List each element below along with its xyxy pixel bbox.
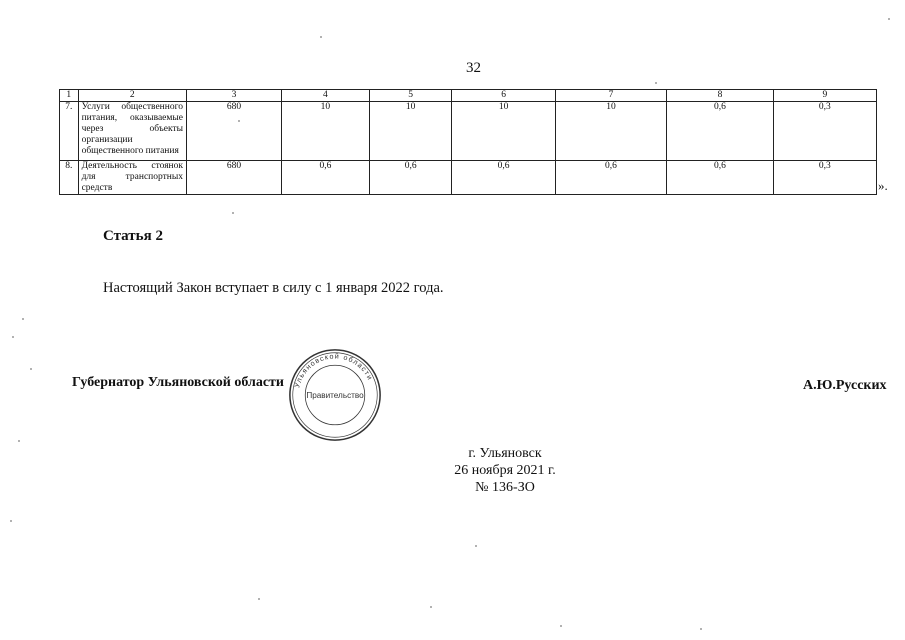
column-header: 8 [667,90,773,102]
service-name: Услуги общественного питания, оказываемые через объекты организации общественного питания [78,102,186,161]
scan-speck [10,520,12,522]
scan-speck [18,440,20,442]
table-header-row [60,90,877,102]
column-header: 9 [773,90,876,102]
column-header: 6 [452,90,555,102]
official-seal-stamp [287,347,383,443]
column-header: 4 [282,90,370,102]
row-number: 8. [60,161,79,195]
table-row [60,102,877,161]
tariff-table [59,89,877,195]
table-cell: 10 [452,102,555,161]
table-cell: 0,6 [555,161,667,195]
scan-speck [430,606,432,608]
scan-speck [655,82,657,84]
article-text: Настоящий Закон вступает в силу с 1 января 2022 года. [103,280,444,296]
scan-speck [475,545,477,547]
page-number: 32 [466,60,481,76]
row-number: 7. [60,102,79,161]
table-cell: 0,3 [773,102,876,161]
article-heading: Статья 2 [103,228,163,244]
svg-text:Ульяновской области: Ульяновской области [292,351,376,389]
table-cell: 0,6 [452,161,555,195]
column-header: 7 [555,90,667,102]
scan-speck [320,36,322,38]
governor-name: А.Ю.Русских [803,378,887,393]
svg-text:Правительство: Правительство [306,390,364,400]
date: 26 ноября 2021 г. [454,463,556,478]
scan-speck [30,368,32,370]
table-cell: 680 [187,161,282,195]
scan-speck [258,598,260,600]
column-header: 2 [78,90,186,102]
table-row [60,161,877,195]
table-cell: 0,6 [667,161,773,195]
table-cell: 0,3 [773,161,876,195]
scan-speck [12,336,14,338]
scan-speck [238,120,240,122]
scan-speck [560,625,562,627]
scan-speck [232,212,234,214]
column-header: 3 [187,90,282,102]
column-header: 1 [60,90,79,102]
law-number: № 136-ЗО [475,480,535,495]
service-name: Деятельность стоянок для транспортных средств [78,161,186,195]
table-cell: 10 [369,102,452,161]
scan-speck [700,628,702,630]
table-cell: 0,6 [667,102,773,161]
scan-speck [888,18,890,20]
scan-speck [22,318,24,320]
closing-quote: ». [878,178,888,193]
table-cell: 10 [555,102,667,161]
table-cell: 0,6 [369,161,452,195]
table-cell: 10 [282,102,370,161]
table-cell: 680 [187,102,282,161]
signoff-block [380,445,630,496]
table-cell: 0,6 [282,161,370,195]
column-header: 5 [369,90,452,102]
city: г. Ульяновск [468,446,542,461]
governor-title: Губернатор Ульяновской области [72,375,284,390]
